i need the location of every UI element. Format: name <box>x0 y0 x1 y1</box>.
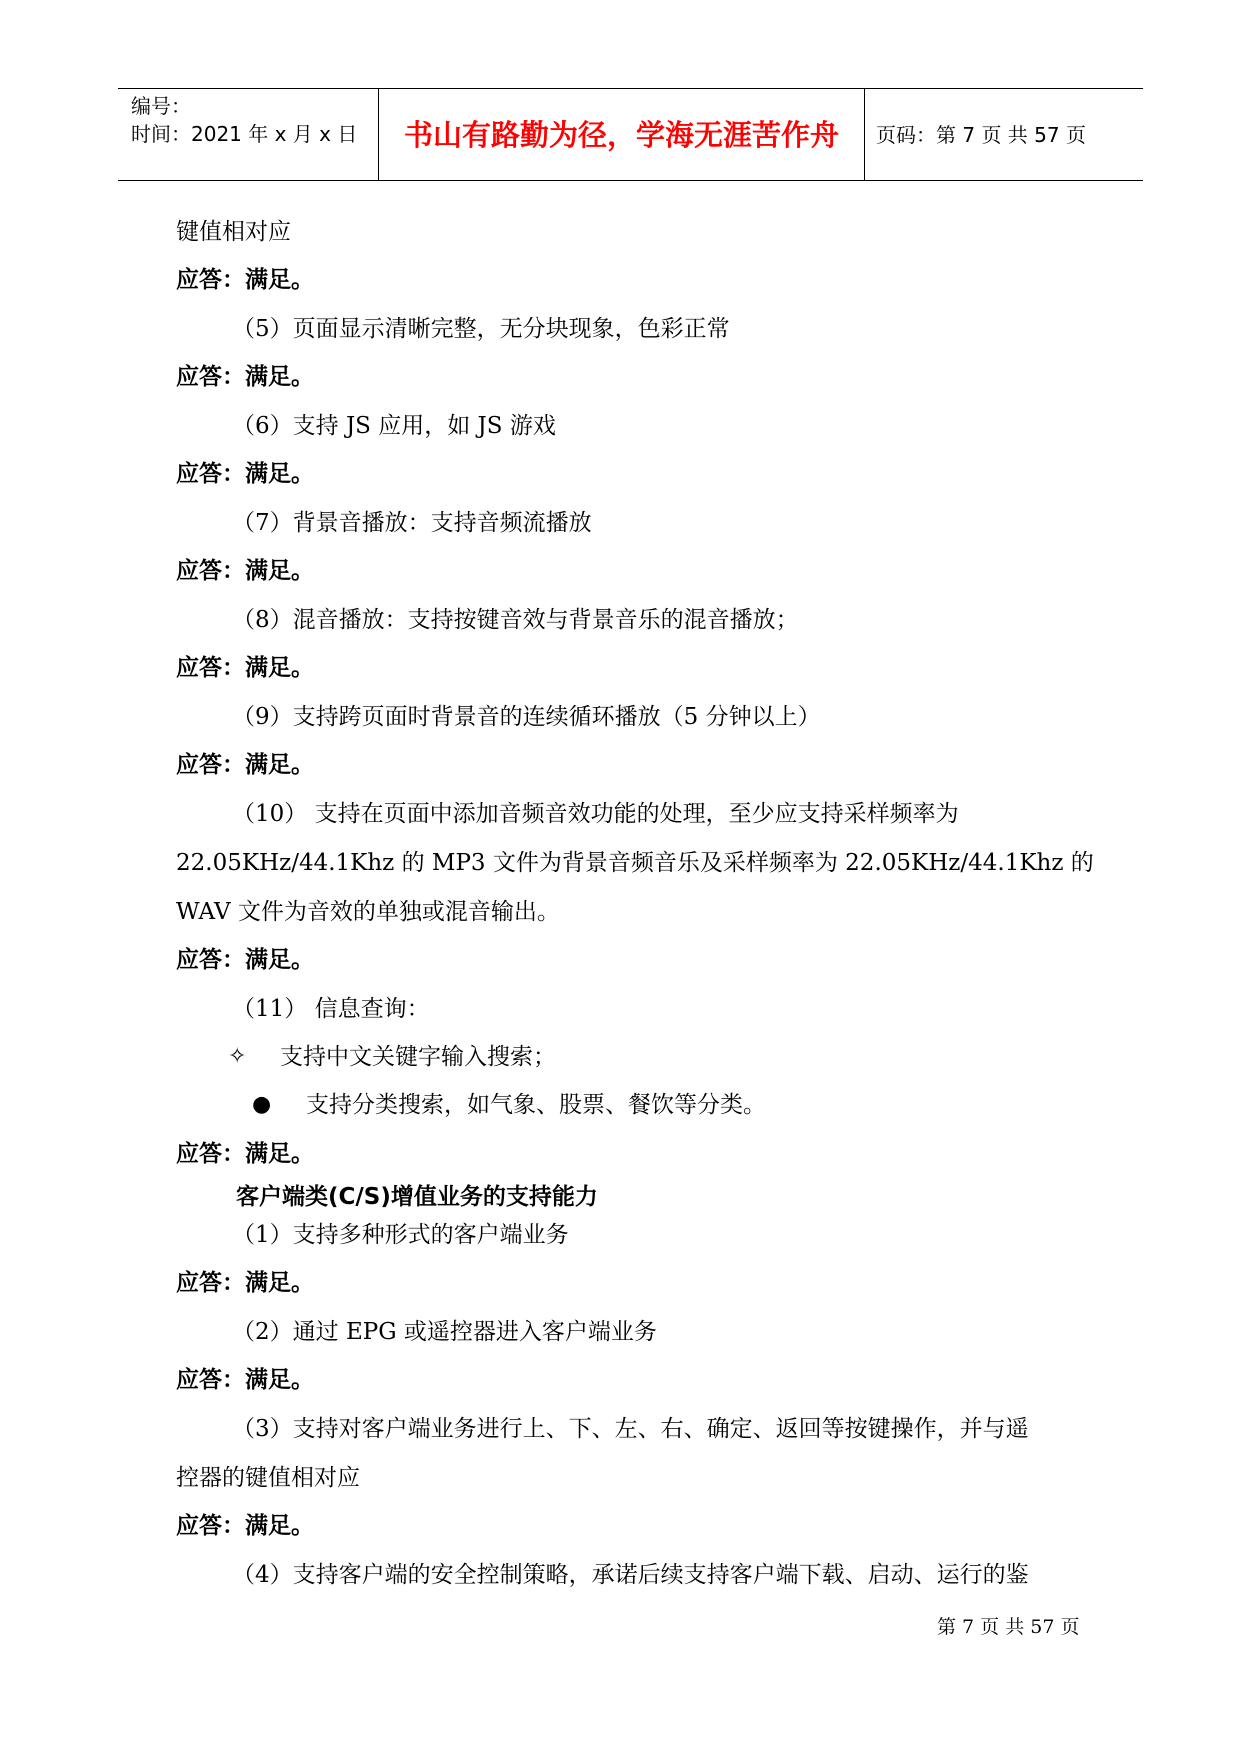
list-item: 支持分类搜索，如气象、股票、餐饮等分类。 <box>306 1092 766 1118</box>
diamond-bullet-icon: ✧ <box>228 1044 247 1069</box>
document-time-label: 时间：2021 年 x 月 x 日 <box>131 122 358 146</box>
body-text: 控器的键值相对应 <box>176 1465 360 1491</box>
body-text: （2）通过 EPG 或遥控器进入客户端业务 <box>232 1319 657 1345</box>
answer-line: 应答：满足。 <box>176 1367 314 1393</box>
body-text: 22.05KHz/44.1Khz 的 MP3 文件为背景音频音乐及采样频率为 22.05KHz/44.1Khz 的 <box>176 850 1094 876</box>
answer-line: 应答：满足。 <box>176 752 314 778</box>
body-text: （6）支持 JS 应用，如 JS 游戏 <box>232 413 556 439</box>
answer-line: 应答：满足。 <box>176 655 314 681</box>
body-text: 键值相对应 <box>176 219 291 245</box>
header-meta <box>131 92 357 148</box>
header-page-number: 页码：第 7 页 共 57 页 <box>876 123 1086 147</box>
answer-line: 应答：满足。 <box>176 1141 314 1167</box>
section-heading: 客户端类(C/S)增值业务的支持能力 <box>236 1184 598 1210</box>
page-footer: 第 7 页 共 57 页 <box>937 1616 1080 1638</box>
body-text: （1）支持多种形式的客户端业务 <box>232 1222 569 1248</box>
body-text: （8）混音播放：支持按键音效与背景音乐的混音播放； <box>232 607 799 633</box>
document-number-label: 编号： <box>131 94 191 118</box>
answer-line: 应答：满足。 <box>176 267 314 293</box>
answer-line: 应答：满足。 <box>176 461 314 487</box>
body-text: （9）支持跨页面时背景音的连续循环播放（5 分钟以上） <box>232 704 821 730</box>
dot-bullet-icon: ● <box>252 1092 272 1117</box>
body-text: （11） 信息查询： <box>232 996 430 1022</box>
answer-line: 应答：满足。 <box>176 558 314 584</box>
body-text: （3）支持对客户端业务进行上、下、左、右、确定、返回等按键操作，并与遥 <box>232 1416 1029 1442</box>
body-text: （5）页面显示清晰完整，无分块现象，色彩正常 <box>232 316 730 342</box>
answer-line: 应答：满足。 <box>176 1513 314 1539</box>
body-text: （4）支持客户端的安全控制策略，承诺后续支持客户端下载、启动、运行的鉴 <box>232 1562 1029 1588</box>
body-text: （7）背景音播放：支持音频流播放 <box>232 510 592 536</box>
answer-line: 应答：满足。 <box>176 364 314 390</box>
answer-line: 应答：满足。 <box>176 1270 314 1296</box>
header-motto: 书山有路勤为径，学海无涯苦作舟 <box>403 118 839 152</box>
header-divider <box>864 89 865 180</box>
body-text: WAV 文件为音效的单独或混音输出。 <box>176 899 560 925</box>
page-header <box>118 88 1143 181</box>
answer-line: 应答：满足。 <box>176 947 314 973</box>
body-text: （10） 支持在页面中添加音频音效功能的处理，至少应支持采样频率为 <box>232 801 959 827</box>
list-item: 支持中文关键字输入搜索； <box>280 1044 556 1070</box>
